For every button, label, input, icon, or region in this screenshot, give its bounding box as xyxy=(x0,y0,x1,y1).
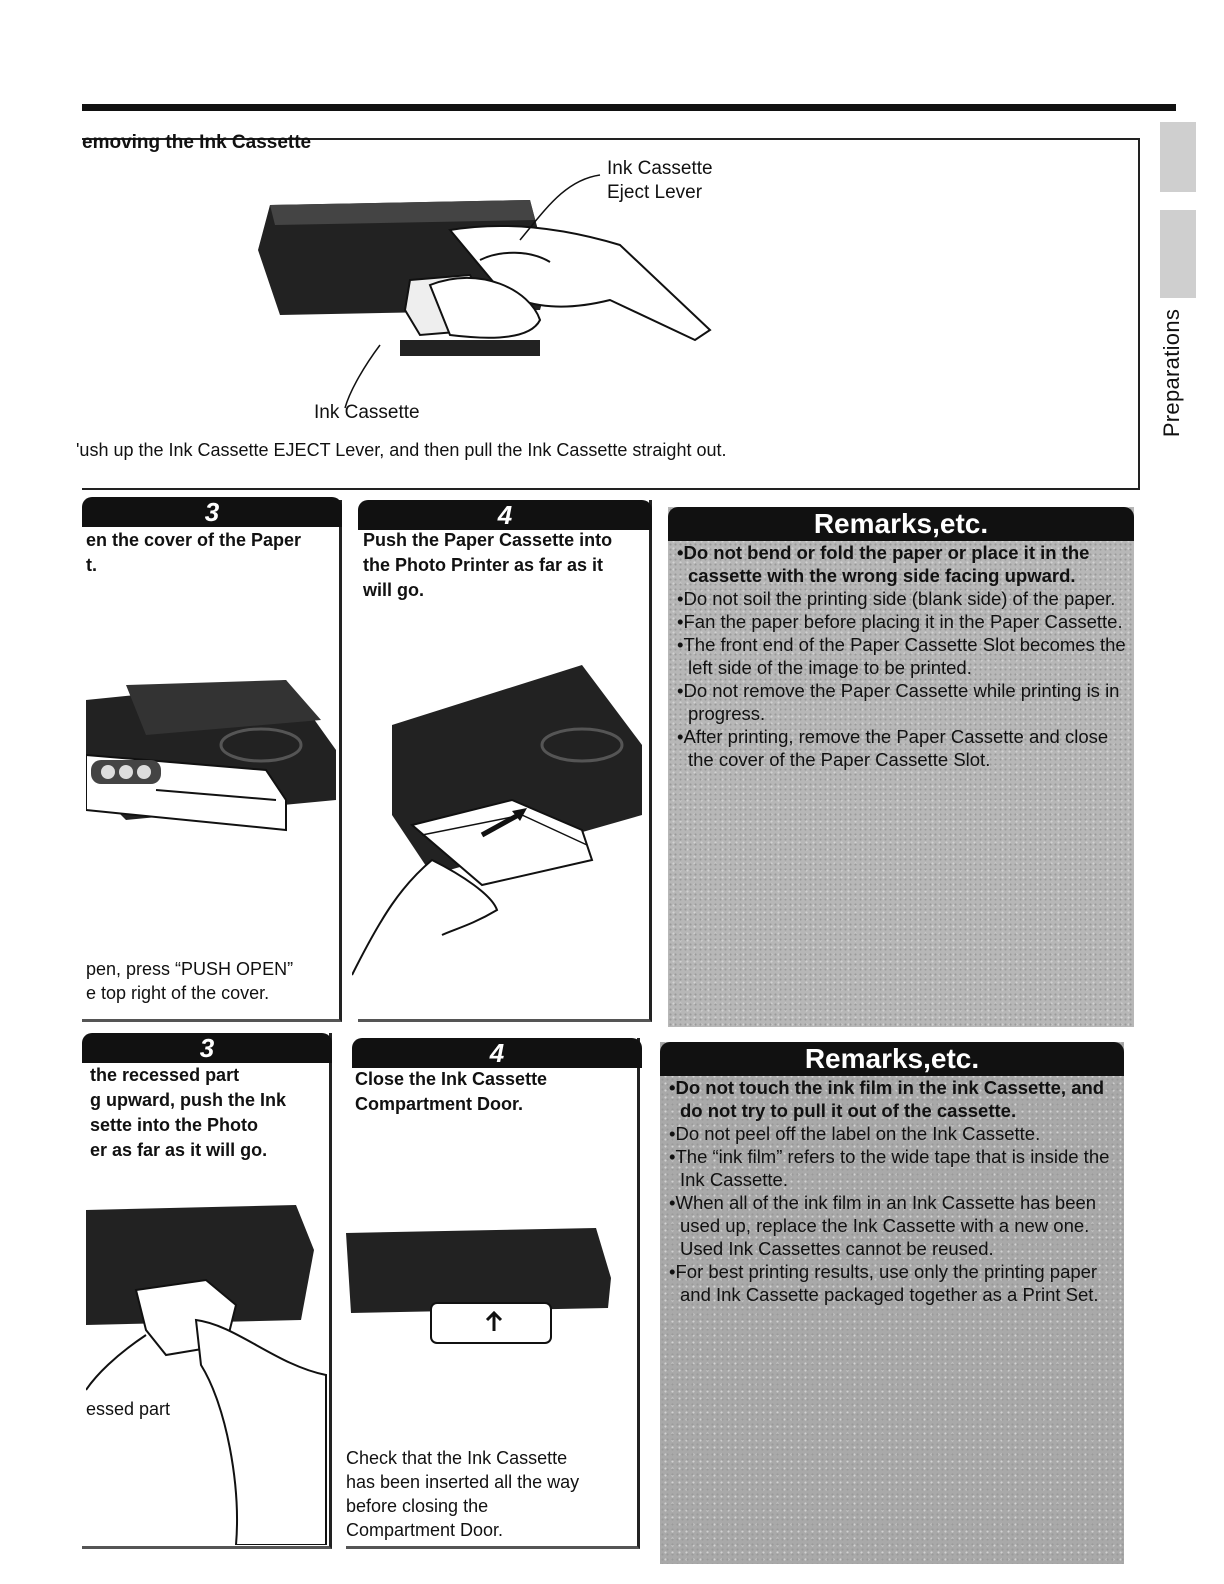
ink-step3-text xyxy=(90,1063,286,1163)
ink-remark-item: •For best printing results, use only the printing paper and Ink Cassette packaged together as a Print Set. xyxy=(669,1261,1099,1305)
paper-step3-text-1: en the cover of the Paper xyxy=(86,530,302,550)
side-tab-shade xyxy=(1160,122,1196,192)
paper-remarks xyxy=(668,507,1134,1027)
ink-remarks-title: Remarks,etc. xyxy=(660,1042,1124,1076)
ink-step4-text xyxy=(355,1067,547,1117)
ink-step3-text-4: er as far as it will go. xyxy=(90,1140,268,1160)
paper-remark-item: •Do not soil the printing side (blank side) of the paper. xyxy=(677,588,1116,609)
ink-remark-item: •When all of the ink film in an Ink Cassette has been used up, replace the Ink Cassette with a new one. Used Ink Cassettes cannot be reused. xyxy=(669,1192,1097,1259)
ink-step4-note-3: before closing the xyxy=(346,1496,489,1516)
paper-remarks-list xyxy=(676,541,1128,771)
paper-remarks-title: Remarks,etc. xyxy=(668,507,1134,541)
ink-step3-text-3: sette into the Photo xyxy=(90,1115,258,1135)
ink-remarks xyxy=(660,1042,1124,1564)
side-tab xyxy=(1150,290,1196,470)
paper-step3-text xyxy=(86,528,301,578)
paper-remark-item: •Fan the paper before placing it in the Paper Cassette. xyxy=(677,611,1123,632)
paper-step3-note-1: pen, press “PUSH OPEN” xyxy=(86,959,294,979)
ink-insert-illustration xyxy=(86,1205,330,1545)
top-rule xyxy=(82,104,1176,111)
ink-step4-header: 4 xyxy=(352,1038,642,1068)
removing-title: emoving the Ink Cassette xyxy=(82,132,312,153)
paper-step4-text xyxy=(363,528,612,603)
ink-remark-item: •Do not peel off the label on the Ink Cassette. xyxy=(669,1123,1041,1144)
paper-step3-note-2: e top right of the cover. xyxy=(86,983,270,1003)
ink-step3-header: 3 xyxy=(82,1033,332,1063)
paper-remark-item: •Do not remove the Paper Cassette while printing is in progress. xyxy=(677,680,1120,724)
callout-eject-lever-line-1: Ink Cassette xyxy=(607,158,713,179)
ink-door-illustration xyxy=(346,1228,616,1348)
ink-remark-item: •The “ink film” refers to the wide tape that is inside the Ink Cassette. xyxy=(669,1146,1110,1190)
removing-instruction: 'ush up the Ink Cassette EJECT Lever, and then pull the Ink Cassette straight out. xyxy=(76,440,727,460)
ink-step3-text-1: the recessed part xyxy=(90,1065,240,1085)
paper-step3-header: 3 xyxy=(82,497,342,527)
paper-remark-item: •After printing, remove the Paper Cassette and close the cover of the Paper Cassette Slot. xyxy=(677,726,1109,770)
ink-step4-note-2: has been inserted all the way xyxy=(346,1472,580,1492)
paper-cover-illustration xyxy=(86,660,342,860)
ink-step4-note-1: Check that the Ink Cassette xyxy=(346,1448,568,1468)
ink-step3-text-2: g upward, push the Ink xyxy=(90,1090,287,1110)
side-tab-label: Preparations xyxy=(1159,308,1184,438)
ink-step3-callout: essed part xyxy=(86,1399,171,1419)
ink-remark-item: •Do not touch the ink film in the ink Cassette, and do not try to pull it out of the cassette. xyxy=(669,1077,1105,1121)
ink-step4-text-2: Compartment Door. xyxy=(355,1094,524,1114)
paper-push-illustration xyxy=(352,655,652,985)
paper-remark-item: •The front end of the Paper Cassette Slot becomes the left side of the image to be printed. xyxy=(677,634,1126,678)
paper-step4-header: 4 xyxy=(358,500,652,530)
paper-step4-text-2: the Photo Printer as far as it xyxy=(363,555,604,575)
callout-eject-lever-line-2: Eject Lever xyxy=(607,182,703,203)
ink-step4-note-4: Compartment Door. xyxy=(346,1520,504,1540)
paper-step4-text-3: will go. xyxy=(363,580,424,600)
paper-step3-note xyxy=(86,957,293,1005)
paper-step3-text-2: t. xyxy=(86,555,97,575)
paper-remark-item: •Do not bend or fold the paper or place it in the cassette with the wrong side facing upward. xyxy=(677,542,1090,586)
callout-ink-cassette: Ink Cassette xyxy=(314,402,420,423)
ink-remarks-list xyxy=(668,1076,1118,1306)
paper-step4-text-1: Push the Paper Cassette into xyxy=(363,530,613,550)
ink-step4-note xyxy=(346,1446,579,1542)
ink-step4-text-1: Close the Ink Cassette xyxy=(355,1069,548,1089)
callout-eject-lever xyxy=(607,157,713,205)
